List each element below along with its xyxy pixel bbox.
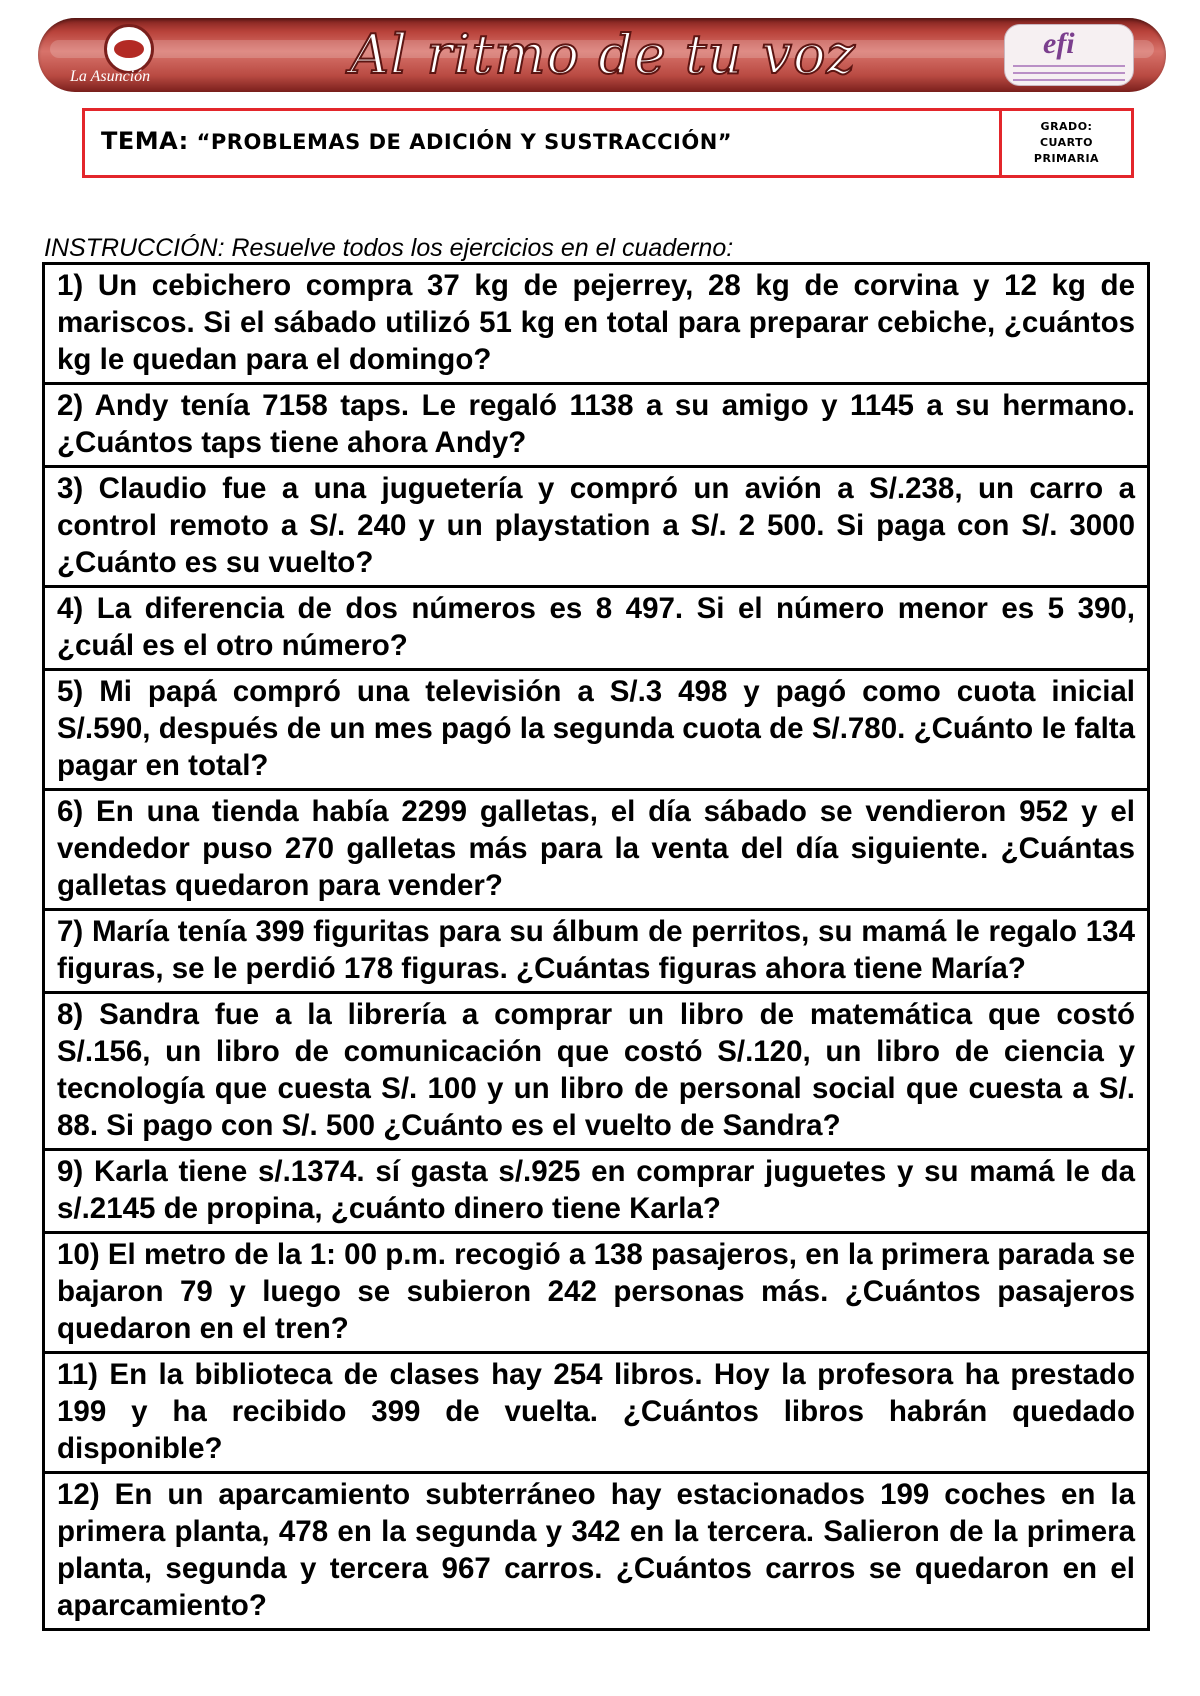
problem-item: 12) En un aparcamiento subterráneo hay estacionados 199 coches en la primera planta, 478 en la segunda y 342 en la tercera. Salieron de la primera planta, segunda y tercera 967 carros. ¿Cuántos carros se quedaron en el aparcamiento? (42, 1471, 1150, 1631)
efi-logo-mark: efi (1043, 27, 1075, 60)
grado-level: PRIMARIA (1033, 152, 1100, 165)
tema-header (82, 108, 1134, 178)
problem-item: 11) En la biblioteca de clases hay 254 libros. Hoy la profesora ha prestado 199 y ha recibido 399 de vuelta. ¿Cuántos libros habrán quedado disponible? (42, 1351, 1150, 1474)
problem-item: 7) María tenía 399 figuritas para su álbum de perritos, su mamá le regalo 134 figuras, se le perdió 178 figuras. ¿Cuántas figuras ahora tiene María? (42, 908, 1150, 994)
instruction-text: INSTRUCCIÓN: Resuelve todos los ejercicios en el cuaderno: (44, 234, 734, 262)
header-banner (38, 18, 1166, 92)
problem-list (42, 262, 1150, 1631)
problem-item: 10) El metro de la 1: 00 p.m. recogió a 138 pasajeros, en la primera parada se bajaron 79 y luego se subieron 242 personas más. ¿Cuántos pasajeros quedaron en el tren? (42, 1231, 1150, 1354)
tema-heading (101, 127, 732, 155)
grado-label: GRADO: (1040, 120, 1093, 133)
problem-item: 3) Claudio fue a una juguetería y compró un avión a S/.238, un carro a control remoto a S/. 240 y un playstation a S/. 2 500. Si paga con S/. 3000 ¿Cuánto es su vuelto? (42, 465, 1150, 588)
tema-label: TEMA: (101, 127, 189, 155)
tema-title: “PROBLEMAS DE ADICIÓN Y SUSTRACCIÓN” (196, 130, 733, 154)
problem-item: 9) Karla tiene s/.1374. sí gasta s/.925 en comprar juguetes y su mamá le da s/.2145 de propina, ¿cuánto dinero tiene Karla? (42, 1148, 1150, 1234)
problem-item: 5) Mi papá compró una televisión a S/.3 498 y pagó como cuota inicial S/.590, después de un mes pagó la segunda cuota de S/.780. ¿Cuánto le falta pagar en total? (42, 668, 1150, 791)
efi-logo-line (1013, 72, 1125, 74)
banner-title: Al ritmo de tu voz (350, 23, 856, 86)
grado-value: CUARTO (1039, 136, 1093, 149)
problem-item: 6) En una tienda había 2299 galletas, el día sábado se vendieron 952 y el vendedor puso 270 galletas más para la venta del día siguiente. ¿Cuántas galletas quedaron para vender? (42, 788, 1150, 911)
problem-item: 4) La diferencia de dos números es 8 497. Si el número menor es 5 390, ¿cuál es el otro número? (42, 585, 1150, 671)
school-seal-logo (104, 24, 154, 74)
efi-logo-line (1013, 65, 1125, 67)
grado-cell (999, 111, 1131, 175)
problem-item: 2) Andy tenía 7158 taps. Le regaló 1138 a su amigo y 1145 a su hermano. ¿Cuántos taps tiene ahora Andy? (42, 382, 1150, 468)
efi-logo-line (1013, 79, 1125, 81)
problem-item: 8) Sandra fue a la librería a comprar un libro de matemática que costó S/.156, un libro de comunicación que costó S/.120, un libro de ciencia y tecnología que cuesta S/. 100 y un libro de personal social que cuesta a S/. 88. Si pago con S/. 500 ¿Cuánto es el vuelto de Sandra? (42, 991, 1150, 1151)
school-name: La Asunción (70, 68, 151, 85)
problem-item: 1) Un cebichero compra 37 kg de pejerrey, 28 kg de corvina y 12 kg de mariscos. Si el sábado utilizó 51 kg en total para preparar cebiche, ¿cuántos kg le quedan para el domingo? (42, 262, 1150, 385)
efi-logo (1004, 24, 1134, 86)
